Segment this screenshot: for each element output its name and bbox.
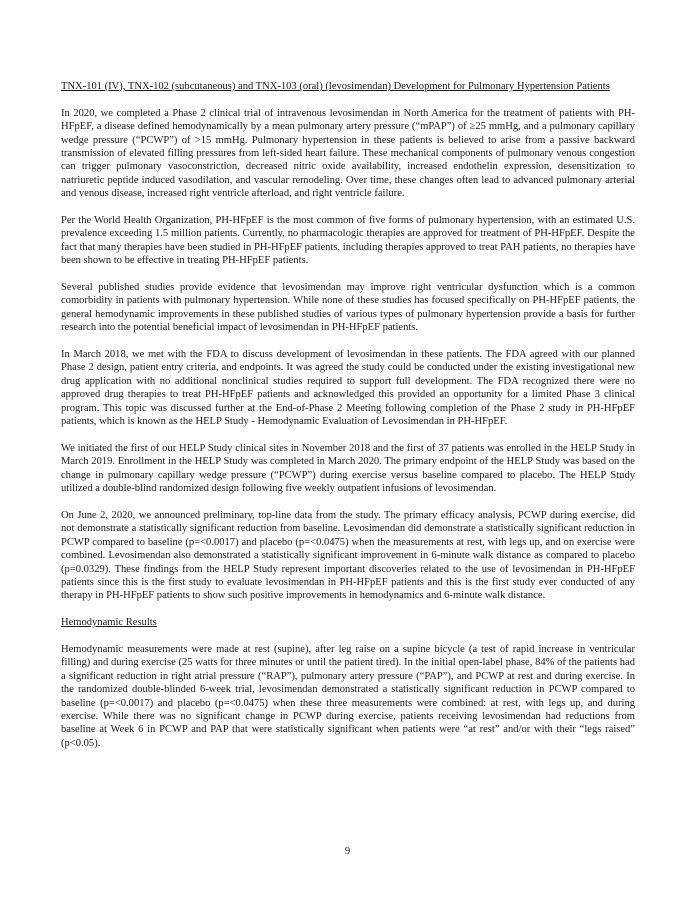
paragraph-who-prevalence: Per the World Health Organization, PH-HFpEF is the most common of five forms of pulmonary hypertension, with an estimated U.S. prevalence exceeding 1.5 million patients. Currently, no pharmacologic therapies are approved for treatment of PH-HFpEF. Despite the fact that many therapies have been studied in PH-HFpEF patients, including therapies approved to treat PAH patients, no therapies have been shown to be effective in treating PH-HFpEF patients. <box>61 215 635 267</box>
page-body <box>61 80 635 764</box>
section-heading: TNX-101 (IV), TNX-102 (subcutaneous) and TNX-103 (oral) (levosimendan) Development for Pulmonary Hypertension Patients <box>61 81 610 92</box>
paragraph-help-study-enrollment: We initiated the first of our HELP Study clinical sites in November 2018 and the first of 37 patients was enrolled in the HELP Study in March 2019. Enrollment in the HELP Study was completed in March 2020. The primary endpoint of the HELP Study was based on the change in pulmonary capillary wedge pressure (“PCWP”) during exercise versus baseline compared to placebo. The HELP Study utilized a double-blind randomized design following five weekly outpatient infusions of levosimendan. <box>61 442 635 495</box>
paragraph-fda-meeting: In March 2018, we met with the FDA to discuss development of levosimendan in these patients. The FDA agreed with our planned Phase 2 design, patient entry criteria, and endpoints. It was agreed the study could be conducted under the existing investigational new drug application with no additional nonclinical studies required to support full development. The FDA recognized there were no approved drug therapies to treat PH-HFpEF patients and acknowledged this provided an opportunity for a limited Phase 3 clinical program. This topic was discussed further at the End-of-Phase 2 Meeting following completion of the Phase 2 study in PH-HFpEF patients, which is known as the HELP Study - Hemodynamic Evaluation of Levosimendan in PH-HFpEF. <box>61 349 635 428</box>
subheading-hemodynamic-results: Hemodynamic Results <box>61 617 157 629</box>
paragraph-topline-data: On June 2, 2020, we announced preliminary, top-line data from the study. The primary efficacy analysis, PCWP during exercise, did not demonstrate a statistically significant reduction from baseline. Levosimendan did demonstrate a statistically significant reduction in PCWP compared to baseline (p=<0.0017) and placebo (p=<0.0475) when the measurements at rest, with legs up, and on exercise were combined. Levosimendan also demonstrated a statistically significant improvement in 6-minute walk distance as compared to placebo (p=0.0329). These findings from the HELP Study represent important discoveries related to the use of levosimendan in PH-HFpEF patients since this is the first study to evaluate levosimendan in PH-HFpEF patients and this is the first study ever conducted of any therapy in PH-HFpEF patients to show such positive improvements in hemodynamics and 6-minute walk distance. <box>61 509 635 602</box>
paragraph-hemodynamic-results: Hemodynamic measurements were made at rest (supine), after leg raise on a supine bicycle (a test of rapid increase in ventricular filling) and during exercise (25 watts for three minutes or until the patient tired). In the initial open-label phase, 84% of the patients had a significant reduction in right atrial pressure (“RAP”), pulmonary artery pressure (“PAP”), and PCWP at rest and during exercise. In the randomized double-blinded 6-week trial, levosimendan demonstrated a statistically significant reduction in PCWP compared to baseline (p=<0.0017) and placebo (p=<0.0475) when these three measurements were combined: at rest, with legs up, and during exercise. While there was no significant change in PCWP during exercise, patients receiving levosimendan had reductions from baseline at Week 6 in PCWP and PAP that were statistically significant when patients were “at rest” and/or with their “legs raised” (p<0.05). <box>61 643 635 749</box>
page-number: 9 <box>344 846 351 857</box>
paragraph-published-studies: Several published studies provide evidence that levosimendan may improve right ventricular dysfunction which is a common comorbidity in patients with pulmonary hypertension. While none of these studies has focused specifically on PH-HFpEF patients, the general hemodynamic improvements in these published studies of various types of pulmonary hypertension provide a basis for further research into the potential beneficial impact of levosimendan in PH-HFpEF patients. <box>61 282 635 334</box>
paragraph-phase2-trial: In 2020, we completed a Phase 2 clinical trial of intravenous levosimendan in North America for the treatment of patients with PH-HFpEF, a disease defined hemodynamically by a mean pulmonary artery pressure (“mPAP”) of ≥25 mmHg, and a pulmonary capillary wedge pressure (“PCWP”) of >15 mmHg. Pulmonary hypertension in these patients is believed to arise from a passive backward transmission of elevated filling pressures from left-sided heart failure. These mechanical components of pulmonary venous congestion can trigger pulmonary vasoconstriction, decreased nitric oxide availability, increased endothelin expression, desensitization to natriuretic peptide induced vasodilation, and vascular remodeling. Over time, these changes often lead to advanced pulmonary arterial and venous disease, increased right ventricle afterload, and right ventricle failure. <box>61 107 635 200</box>
